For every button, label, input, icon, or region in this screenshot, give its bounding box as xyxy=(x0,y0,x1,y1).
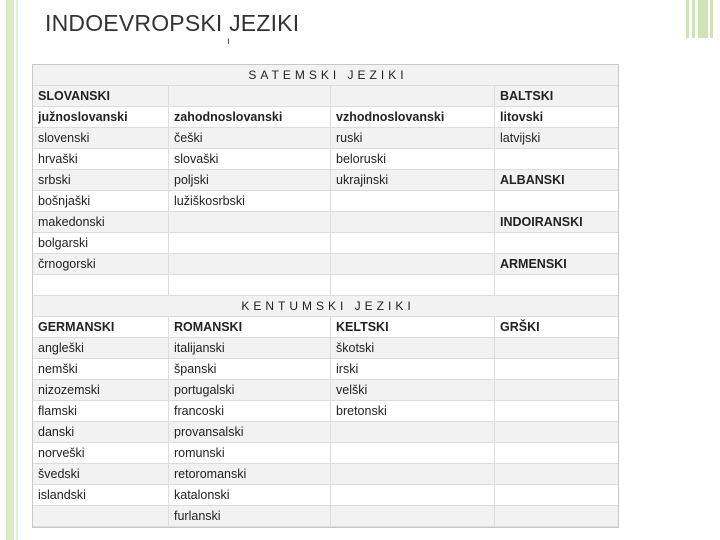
satem-section xyxy=(33,86,618,296)
table-row xyxy=(33,359,618,380)
table-cell: portugalski xyxy=(169,380,331,400)
table-cell xyxy=(169,254,331,274)
table-cell xyxy=(331,506,495,526)
table-cell: švedski xyxy=(33,464,169,484)
table-cell: francoski xyxy=(169,401,331,421)
table-cell xyxy=(495,422,616,442)
table-row xyxy=(33,422,618,443)
table-cell xyxy=(331,254,495,274)
slide-title: INDOEVROPSKI JEZIKI xyxy=(45,10,300,36)
table-row xyxy=(33,506,618,527)
table-cell: ARMENSKI xyxy=(500,257,567,271)
right-decor xyxy=(686,0,714,38)
table-cell xyxy=(33,275,169,295)
table-cell: irski xyxy=(331,359,495,379)
table-row xyxy=(33,485,618,506)
table-cell: lužiškosrbski xyxy=(169,191,331,211)
table-row xyxy=(33,464,618,485)
table-cell xyxy=(169,233,331,253)
table-row xyxy=(33,191,618,212)
table-cell: ROMANSKI xyxy=(169,317,331,337)
table-cell: slovenski xyxy=(33,128,169,148)
table-cell xyxy=(331,275,495,295)
table-cell xyxy=(495,380,616,400)
table-cell xyxy=(495,338,616,358)
kentum-header-row xyxy=(33,296,618,317)
table-row xyxy=(33,149,618,170)
table-cell: vzhodnoslovanski xyxy=(331,107,495,127)
table-cell xyxy=(495,443,616,463)
table-cell: bolgarski xyxy=(33,233,169,253)
table-cell: poljski xyxy=(169,170,331,190)
title-mark: ı xyxy=(227,36,230,47)
table-cell: nemški xyxy=(33,359,169,379)
table-cell xyxy=(495,191,616,211)
table-cell: ukrajinski xyxy=(331,170,495,190)
table-cell: SLOVANSKI xyxy=(33,86,169,106)
table-cell xyxy=(169,212,331,232)
table-row xyxy=(33,86,618,107)
table-cell xyxy=(495,275,616,295)
table-cell: ALBANSKI xyxy=(500,173,565,187)
kentum-section xyxy=(33,317,618,527)
table-cell: furlanski xyxy=(169,506,331,526)
table-cell: češki xyxy=(169,128,331,148)
table-row xyxy=(33,338,618,359)
table-cell xyxy=(495,233,616,253)
table-cell xyxy=(495,401,616,421)
table-cell: škotski xyxy=(331,338,495,358)
left-decor-line xyxy=(16,0,18,540)
table-cell: italijanski xyxy=(169,338,331,358)
table-cell: danski xyxy=(33,422,169,442)
table-cell: nizozemski xyxy=(33,380,169,400)
table-row xyxy=(33,380,618,401)
table-cell xyxy=(331,212,495,232)
table-cell xyxy=(495,485,616,505)
table-row xyxy=(33,317,618,338)
table-cell xyxy=(33,506,169,526)
table-cell xyxy=(169,86,331,106)
kentum-header: KENTUMSKI JEZIKI xyxy=(241,299,415,313)
table-cell: GERMANSKI xyxy=(33,317,169,337)
table-cell: bošnjaški xyxy=(33,191,169,211)
table-cell: norveški xyxy=(33,443,169,463)
table-cell: južnoslovanski xyxy=(33,107,169,127)
table-row xyxy=(33,128,618,149)
table-row xyxy=(33,275,618,296)
table-cell: hrvaški xyxy=(33,149,169,169)
table-row xyxy=(33,170,618,191)
table-cell: španski xyxy=(169,359,331,379)
table-row xyxy=(33,254,618,275)
table-cell xyxy=(331,464,495,484)
table-row xyxy=(33,212,618,233)
table-row xyxy=(33,107,618,128)
table-cell xyxy=(331,422,495,442)
table-row xyxy=(33,401,618,422)
table-cell xyxy=(331,233,495,253)
left-decor-bar xyxy=(6,0,14,540)
table-cell: beloruski xyxy=(331,149,495,169)
table-cell: KELTSKI xyxy=(331,317,495,337)
table-cell: makedonski xyxy=(33,212,169,232)
table-cell: srbski xyxy=(33,170,169,190)
table-row xyxy=(33,233,618,254)
table-cell: islandski xyxy=(33,485,169,505)
table-cell xyxy=(331,443,495,463)
table-cell: provansalski xyxy=(169,422,331,442)
table-cell: angleški xyxy=(33,338,169,358)
table-cell xyxy=(495,506,616,526)
table-cell: BALTSKI xyxy=(500,89,554,103)
table-cell: retoromanski xyxy=(169,464,331,484)
table-cell: romunski xyxy=(169,443,331,463)
table-cell: katalonski xyxy=(169,485,331,505)
table-cell xyxy=(169,275,331,295)
table-cell xyxy=(495,149,616,169)
table-cell: flamski xyxy=(33,401,169,421)
satem-header-row xyxy=(33,65,618,86)
table-cell: velški xyxy=(331,380,495,400)
table-cell xyxy=(495,359,616,379)
table-cell: ruski xyxy=(331,128,495,148)
table-cell: črnogorski xyxy=(33,254,169,274)
table-cell: zahodnoslovanski xyxy=(169,107,331,127)
table-row xyxy=(33,443,618,464)
table-cell xyxy=(331,191,495,211)
satem-header: SATEMSKI JEZIKI xyxy=(248,68,408,82)
table-cell: slovaški xyxy=(169,149,331,169)
table-cell xyxy=(331,485,495,505)
table-cell: litovski xyxy=(500,110,544,124)
table-cell xyxy=(331,86,495,106)
table-cell xyxy=(495,464,616,484)
table-cell: latvijski xyxy=(500,131,541,145)
table-cell: GRŠKI xyxy=(500,320,540,334)
table-cell: INDOIRANSKI xyxy=(500,215,583,229)
languages-table xyxy=(32,64,619,528)
table-cell: bretonski xyxy=(331,401,495,421)
